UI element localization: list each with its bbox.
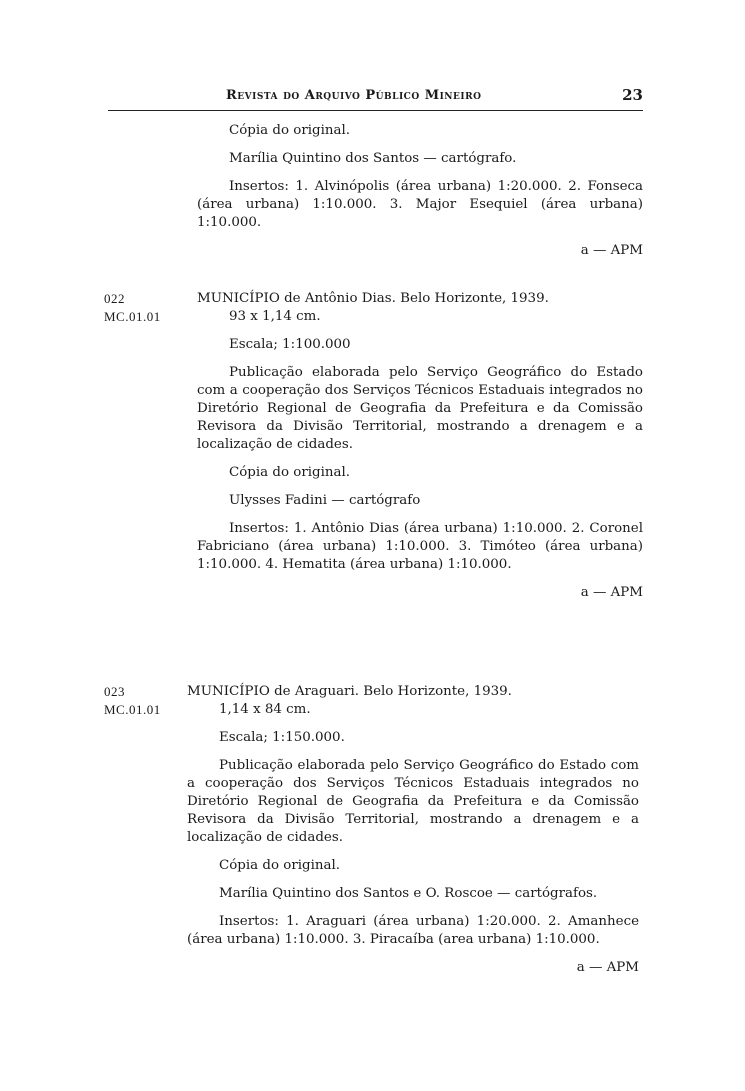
running-title: Revista do Arquivo Público Mineiro [226, 88, 482, 103]
entry-scale: Escala; 1:150.000. [219, 730, 345, 745]
running-header [108, 84, 643, 111]
holding-note: a — APM [580, 585, 643, 600]
copy-note: Cópia do original. [229, 123, 351, 138]
entry-description: Publicação elaborada pelo Serviço Geográfico do Estado com a cooperação dos Serviços Técnicos Estaduais integrados no Diretório Regional de Geografia da Prefeitura e da Comissão Revisora da Divisão Territorial, mostrando a drenagem e a localização de cidades. [187, 758, 639, 845]
entry-dimensions: 1,14 x 84 cm. [219, 702, 311, 717]
cartographer-credit: Marília Quintino dos Santos — cartógrafo. [229, 151, 517, 166]
cartographer-credit: Marília Quintino dos Santos e O. Roscoe — cartógrafos. [219, 886, 598, 901]
copy-note: Cópia do original. [219, 858, 341, 873]
entry-scale: Escala; 1:100.000 [229, 337, 351, 352]
holding-note: a — APM [576, 960, 639, 975]
entry-title: MUNICÍPIO de Antônio Dias. Belo Horizonte, 1939. [197, 291, 549, 306]
insets-list: Insertos: 1. Antônio Dias (área urbana) 1:10.000. 2. Coronel Fabriciano (área urbana) 1:10.000. 3. Timóteo (área urbana) 1:10.000. 4. Hematita (área urbana) 1:10.000. [197, 521, 643, 572]
previous-entry-continuation [197, 122, 643, 260]
entry-number: 023 [104, 684, 125, 699]
entry-dimensions: 93 x 1,14 cm. [229, 309, 321, 324]
call-number: MC.01.01 [104, 309, 161, 324]
entry-code [104, 290, 161, 326]
copy-note: Cópia do original. [229, 465, 351, 480]
entry-title: MUNICÍPIO de Araguari. Belo Horizonte, 1939. [187, 684, 512, 699]
call-number: MC.01.01 [104, 702, 161, 717]
entry-description: Publicação elaborada pelo Serviço Geográfico do Estado com a cooperação dos Serviços Técnicos Estaduais integrados no Diretório Regional de Geografia da Prefeitura e da Comissão Revisora da Divisão Territorial, mostrando a drenagem e a localização de cidades. [197, 365, 643, 452]
page-number: 23 [622, 86, 643, 104]
catalog-entry [197, 290, 643, 602]
entry-code [104, 683, 161, 719]
catalog-entry [187, 683, 639, 977]
holding-note: a — APM [580, 243, 643, 258]
insets-list: Insertos: 1. Araguari (área urbana) 1:20.000. 2. Amanhece (área urbana) 1:10.000. 3. Piracaíba (area urbana) 1:10.000. [187, 914, 639, 947]
insets-list: Insertos: 1. Alvinópolis (área urbana) 1:20.000. 2. Fonseca (área urbana) 1:10.000. 3. Major Esequiel (área urbana) 1:10.000. [197, 179, 643, 230]
cartographer-credit: Ulysses Fadini — cartógrafo [229, 493, 421, 508]
entry-number: 022 [104, 291, 125, 306]
